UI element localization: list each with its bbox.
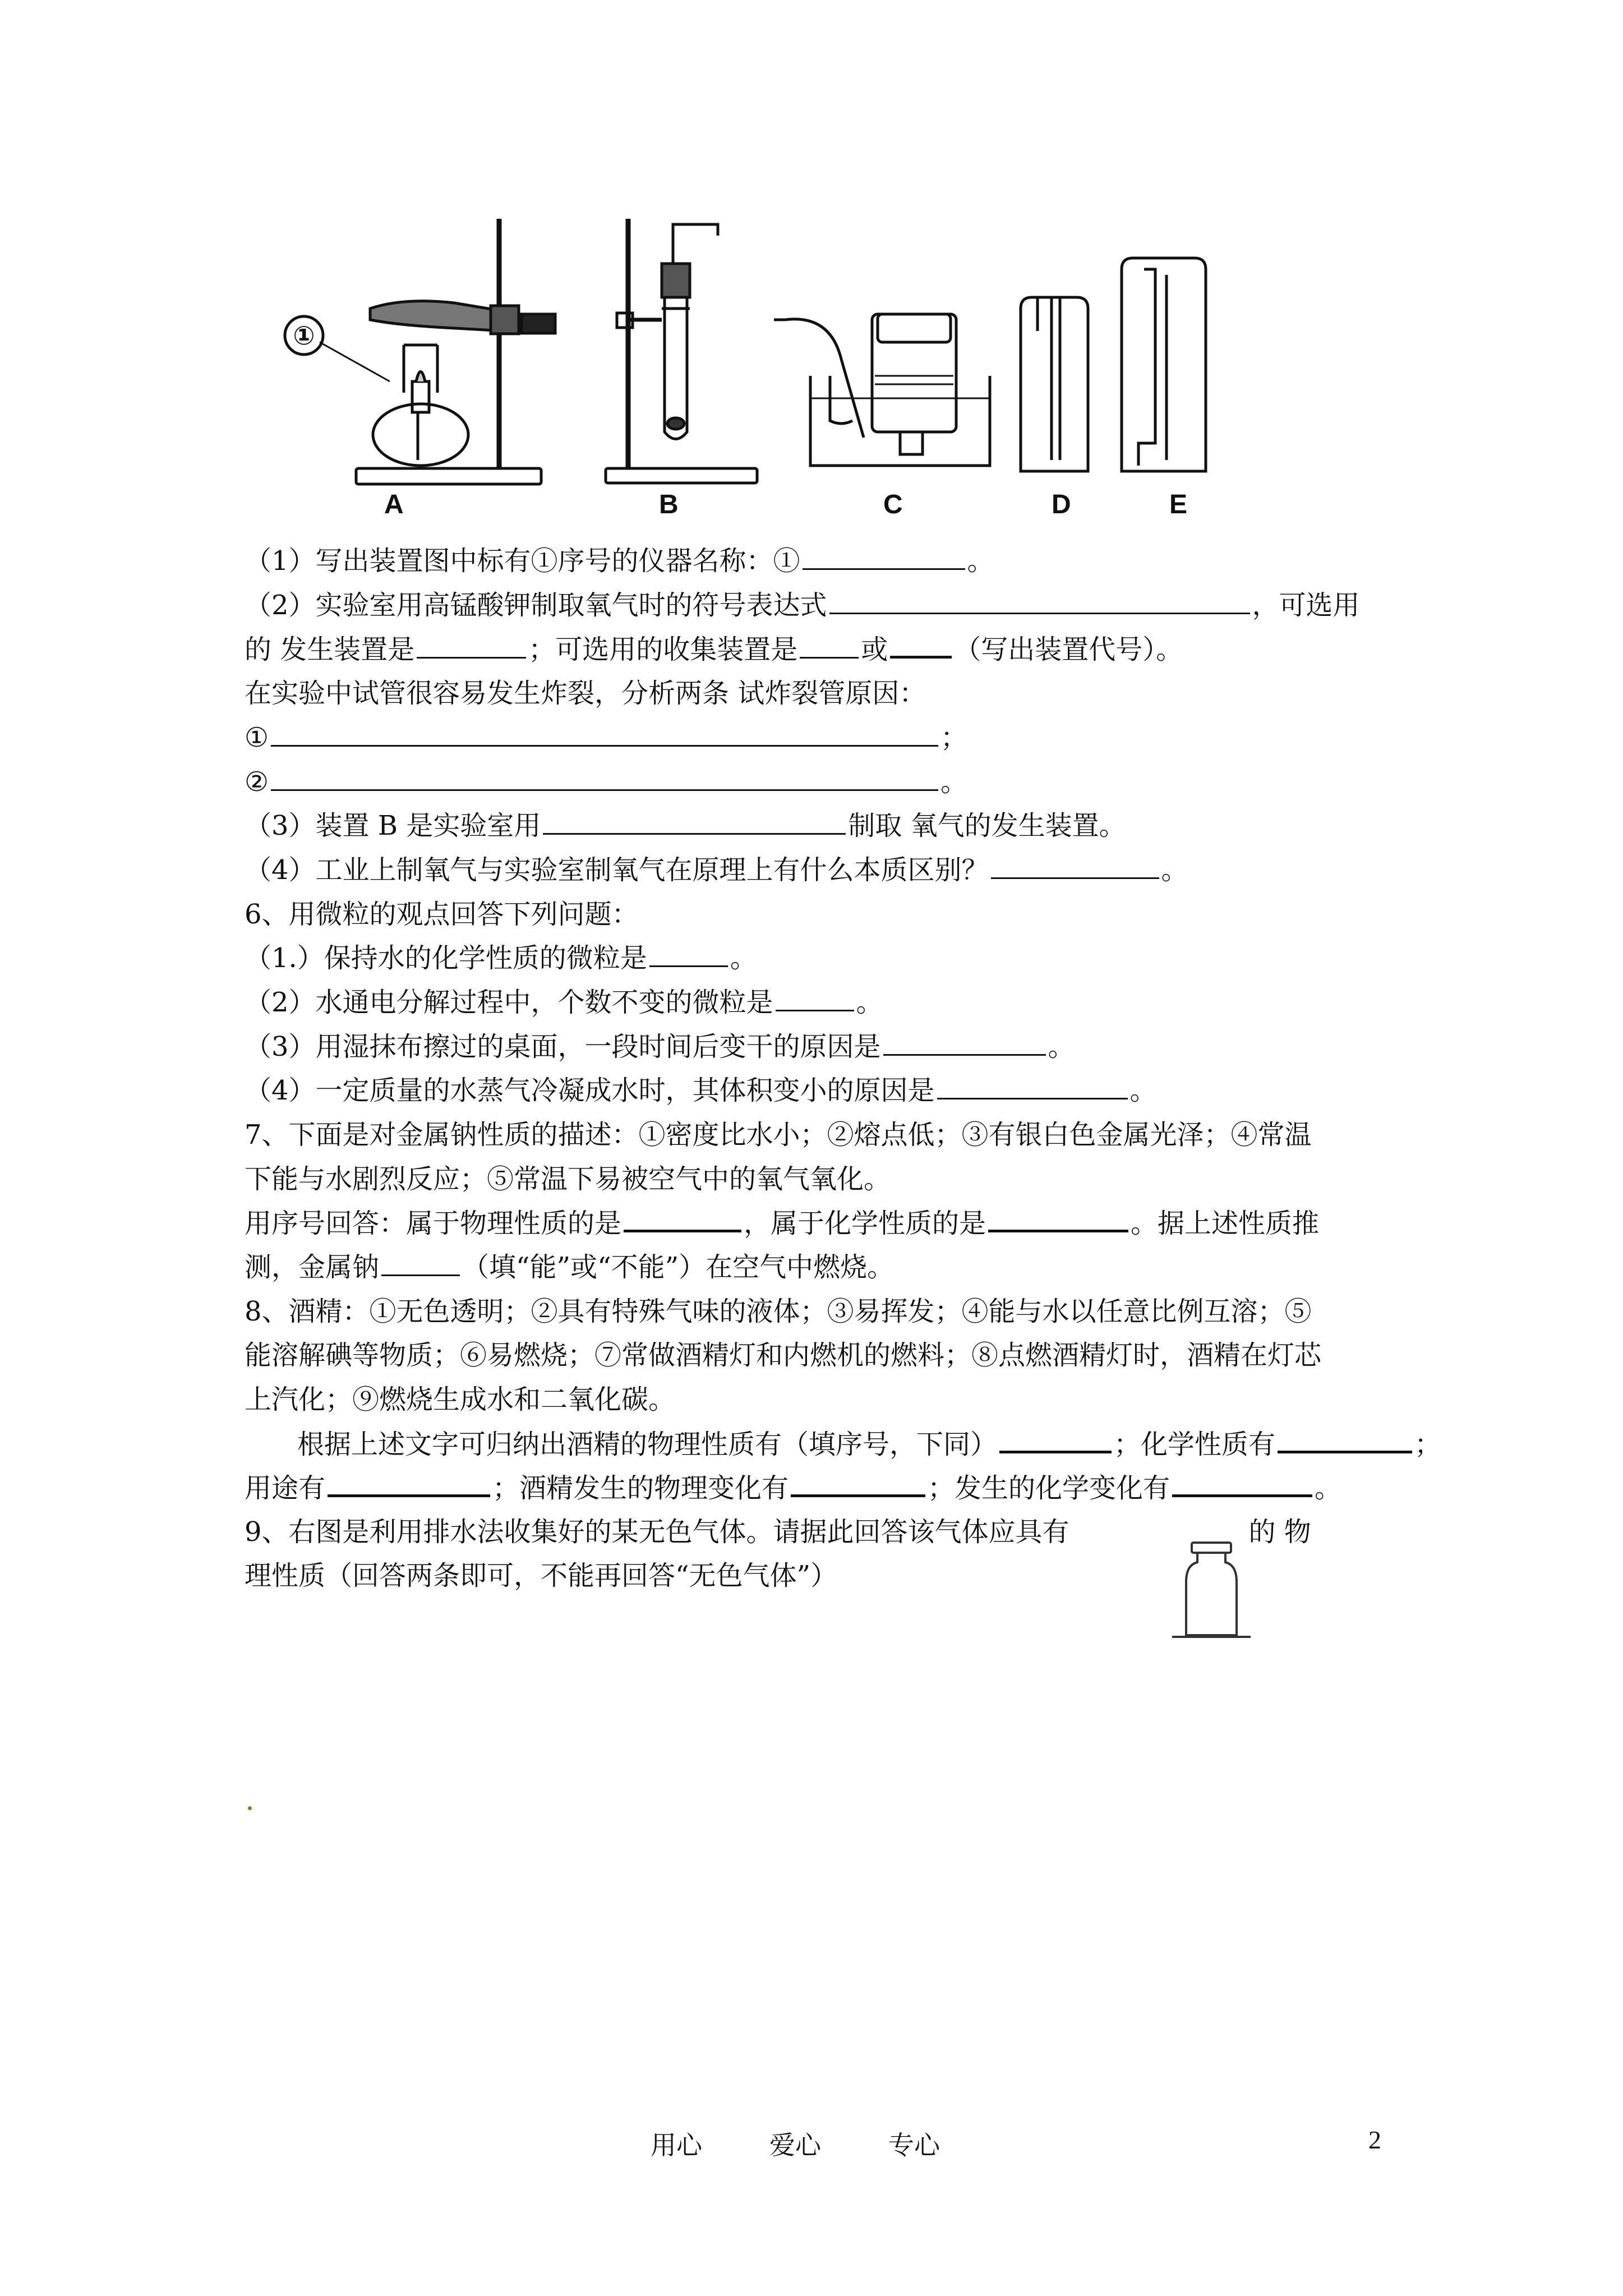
answer-blank[interactable] [988, 1202, 1128, 1232]
answer-blank[interactable] [937, 1070, 1128, 1099]
apparatus-a [285, 219, 555, 484]
q5-part3: （3）装置 B 是实验室用 制取 氧气的发生装置。 [245, 804, 1126, 848]
answer-blank[interactable] [1278, 1423, 1412, 1453]
footer-word: 爱心 [769, 2130, 821, 2160]
footer-word: 用心 [651, 2130, 702, 2160]
q8-line1: 8、酒精：①无色透明；②具有特殊气味的液体；③易挥发；④能与水以任意比例互溶；⑤ [245, 1296, 1312, 1327]
answer-blank[interactable] [991, 849, 1159, 879]
q5-part4: （4）工业上制氧气与实验室制氧气在原理上有什么本质区别？ 。 [245, 849, 1188, 892]
q6-part4: （4）一定质量的水蒸气冷凝成水时，其体积变小的原因是 。 [245, 1069, 1157, 1112]
q7-line4: 测，金属钠 （填“能”或“不能”）在空气中燃烧。 [245, 1246, 894, 1289]
footer-word: 专心 [888, 2130, 940, 2160]
q5-part2-line3: 在实验中试管很容易发生炸裂，分析两条 试炸裂管原因： [245, 678, 926, 709]
callout-label: ① [293, 320, 315, 351]
answer-blank[interactable] [271, 717, 938, 747]
q7-line1: 7、下面是对金属钠性质的描述：①密度比水小；②熔点低；③有银白色金属光泽；④常温 [245, 1119, 1312, 1151]
page-number: 2 [1368, 2125, 1381, 2154]
apparatus-label-b: B [659, 490, 679, 516]
apparatus-label-c: C [883, 490, 903, 516]
answer-blank[interactable] [543, 805, 846, 835]
apparatus-label-a: A [384, 490, 404, 516]
apparatus-c [774, 314, 990, 466]
q7-line3: 用序号回答：属于物理性质的是 ，属于化学性质的是 。据上述性质推 [245, 1202, 1319, 1245]
q6-part1: （1.）保持水的化学性质的微粒是 。 [245, 937, 757, 980]
answer-blank[interactable] [381, 1246, 460, 1276]
q5-part2-line1: （2）实验室用高锰酸钾制取氧气时的符号表达式 ，可选用 [245, 584, 1360, 627]
answer-blank[interactable] [883, 1026, 1046, 1056]
answer-blank[interactable] [800, 629, 859, 659]
answer-blank[interactable] [649, 937, 728, 967]
q6-part3: （3）用湿抹布擦过的桌面，一段时间后变干的原因是 。 [245, 1025, 1075, 1069]
q8-line2: 能溶解碘等物质；⑥易燃烧；⑦常做酒精灯和内燃机的燃料；⑧点燃酒精灯时，酒精在灯芯 [245, 1340, 1322, 1371]
q5-reason1: ① ； [245, 716, 967, 760]
q7-line2: 下能与水剧烈反应；⑤常温下易被空气中的氧气氧化。 [245, 1163, 891, 1195]
answer-blank[interactable] [791, 1466, 925, 1497]
apparatus-b [606, 219, 757, 483]
answer-blank[interactable] [803, 540, 965, 570]
q5-reason2: ② 。 [245, 761, 967, 804]
q5-part1: （1）写出装置图中标有①序号的仪器名称：① 。 [245, 540, 994, 583]
answer-blank[interactable] [417, 629, 526, 659]
q8-line5: 用途有 ；酒精发生的物理变化有 ；发生的化学变化有 。 [245, 1466, 1341, 1510]
answer-blank[interactable] [271, 761, 938, 791]
answer-blank[interactable] [328, 1466, 490, 1497]
q8-line4: 根据上述文字可归纳出酒精的物理性质有（填序号，下同） ；化学性质有 ； [297, 1423, 1441, 1466]
apparatus-figure [269, 213, 1251, 516]
answer-blank[interactable] [829, 585, 1250, 614]
stray-mark [248, 1806, 252, 1810]
answer-blank[interactable] [776, 982, 854, 1011]
gas-bottle-figure [1155, 1531, 1267, 1644]
q6-title: 6、用微粒的观点回答下列问题： [245, 899, 639, 930]
q8-line3: 上汽化；⑨燃烧生成水和二氧化碳。 [245, 1384, 676, 1415]
q5-part2-line2: 的 发生装置是 ；可选用的收集装置是 或 （写出装置代号）。 [245, 628, 1183, 671]
q6-part2: （2）水通电分解过程中，个数不变的微粒是 。 [245, 981, 883, 1024]
q9-line1: 9、右图是利用排水法收集好的某无色气体。请据此回答该气体应具有 的 物 [245, 1516, 1311, 1548]
apparatus-e [1122, 258, 1206, 471]
answer-blank[interactable] [999, 1423, 1112, 1453]
q9-line2: 理性质（回答两条即可，不能再回答“无色气体”） [245, 1560, 838, 1591]
answer-blank[interactable] [624, 1202, 741, 1232]
answer-blank[interactable] [890, 628, 952, 659]
answer-blank[interactable] [1172, 1466, 1312, 1497]
apparatus-d [1021, 297, 1088, 471]
apparatus-label-d: D [1052, 490, 1071, 516]
apparatus-label-e: E [1169, 490, 1188, 516]
footer-slogan [651, 2125, 1007, 2162]
